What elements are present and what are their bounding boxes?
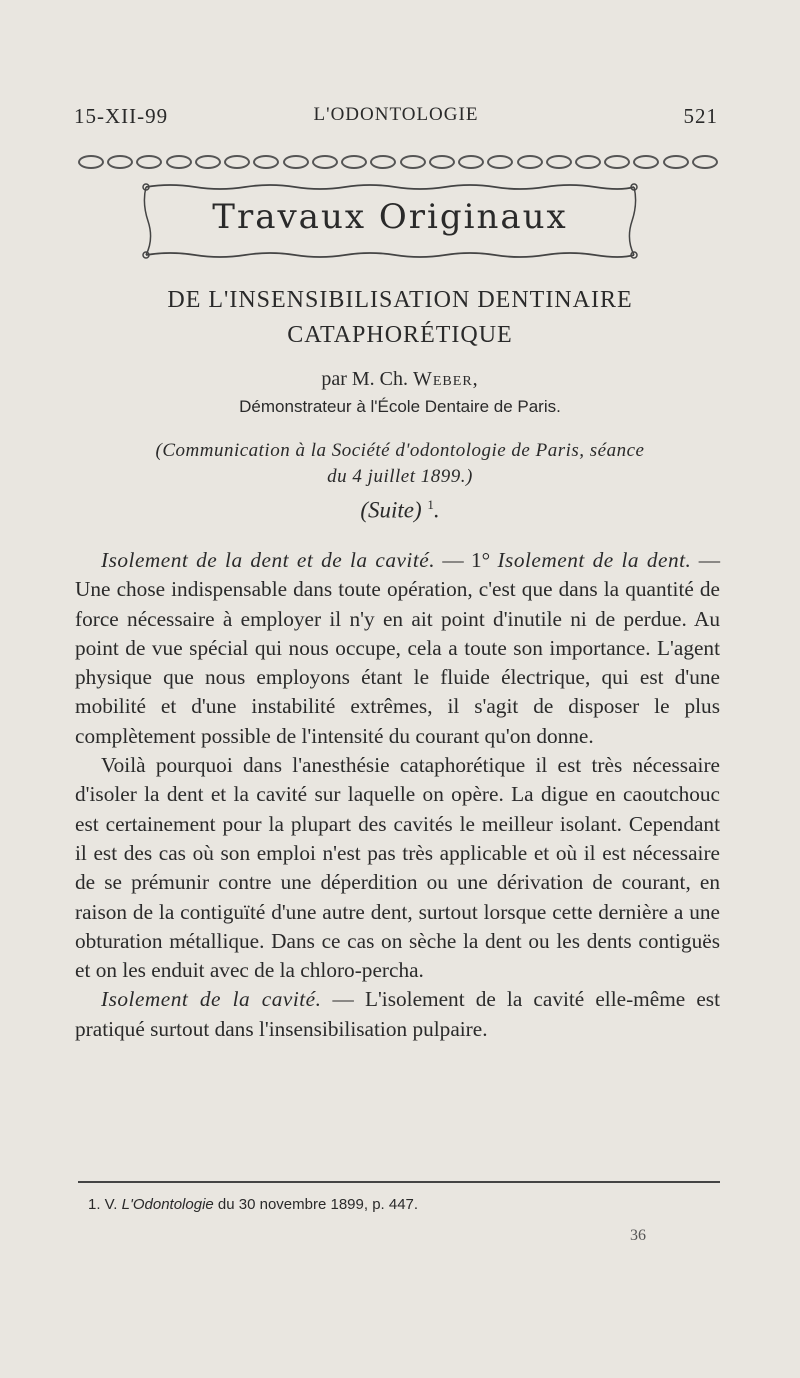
paragraph-3 [75,985,720,1044]
para1-dash: — 1° [435,548,498,572]
footnote-rest: du 30 novembre 1899, p. 447. [213,1196,419,1213]
footnote-rule [78,1181,720,1183]
ornament-band [78,155,718,177]
footnote-prefix: 1. V. [88,1196,122,1213]
journal-name: L'ODONTOLOGIE [313,104,479,125]
page-number: 521 [683,104,718,128]
para3-text: — L'isolement de la cavité elle-même est pratiqué surtout dans l'insensibilisation pulpaire. [75,987,720,1041]
running-head [74,104,718,134]
section-heading: Travaux Originaux [212,197,568,237]
communication-line2: du 4 juillet 1899.) [327,466,473,487]
issue-date: 15-XII-99 [74,104,169,128]
para1-subheading: Isolement de la dent. [497,548,692,572]
byline [0,368,800,391]
footnote-journal: L'Odontologie [121,1196,214,1213]
suite-footnote-ref: 1 [427,497,434,512]
author-affiliation: Démonstrateur à l'École Dentaire de Paris. [239,397,561,416]
para3-heading: Isolement de la cavité. [101,987,322,1012]
signature-mark: 36 [630,1227,646,1244]
author-name: Weber, [413,368,479,390]
article-body [75,546,720,1044]
section-heading-frame [140,183,640,259]
para1-heading: Isolement de la dent et de la cavité. [101,548,436,572]
paragraph-2: Voilà pourquoi dans l'anesthésie cataphorétique il est très nécessaire d'isoler la dent et la cavité sur laquelle on opère. La digue en caoutchouc est certainement pour la plupart des cavités le meilleur isolant. Cependant il est des cas où son emploi n'est pas très applicable et où il est nécessaire de se prémunir contre une déperdition ou une dérivation de courant, en raison de la contiguïté d'une autre dent, surtout lorsque cette dernière a une obturation métallique. Dans ce cas on sèche la dent ou les dents contiguës et on les enduit avec de la chloro-percha. [75,753,720,983]
footnote [88,1196,418,1213]
article-title-line1: DE L'INSENSIBILISATION DENTINAIRE [167,287,633,313]
continuation-mark: (Suite) $^1$. [360,497,440,523]
suite-label: (Suite) [360,497,422,523]
communication-note [100,438,700,490]
article-title-line2: CATAPHORÉTIQUE [287,322,513,348]
byline-prefix: par M. Ch. [321,368,413,390]
communication-line1: (Communication à la Société d'odontologie de Paris, séance [155,440,645,461]
paragraph-1 [75,546,720,751]
para1-text: — Une chose indispensable dans toute opération, c'est que dans la quantité de force nécessaire à employer il n'y en ait point d'inutile ni de perdue. Au point de vue spécial qui nous occupe, cela a toute son importance. L'agent physique que nous employons étant le fluide électrique, qui est d'une mobilité et d'une instabilité extrêmes, il s'agit de disposer le plus complètement possible de l'intensité du courant qu'on donne. [75,548,720,748]
